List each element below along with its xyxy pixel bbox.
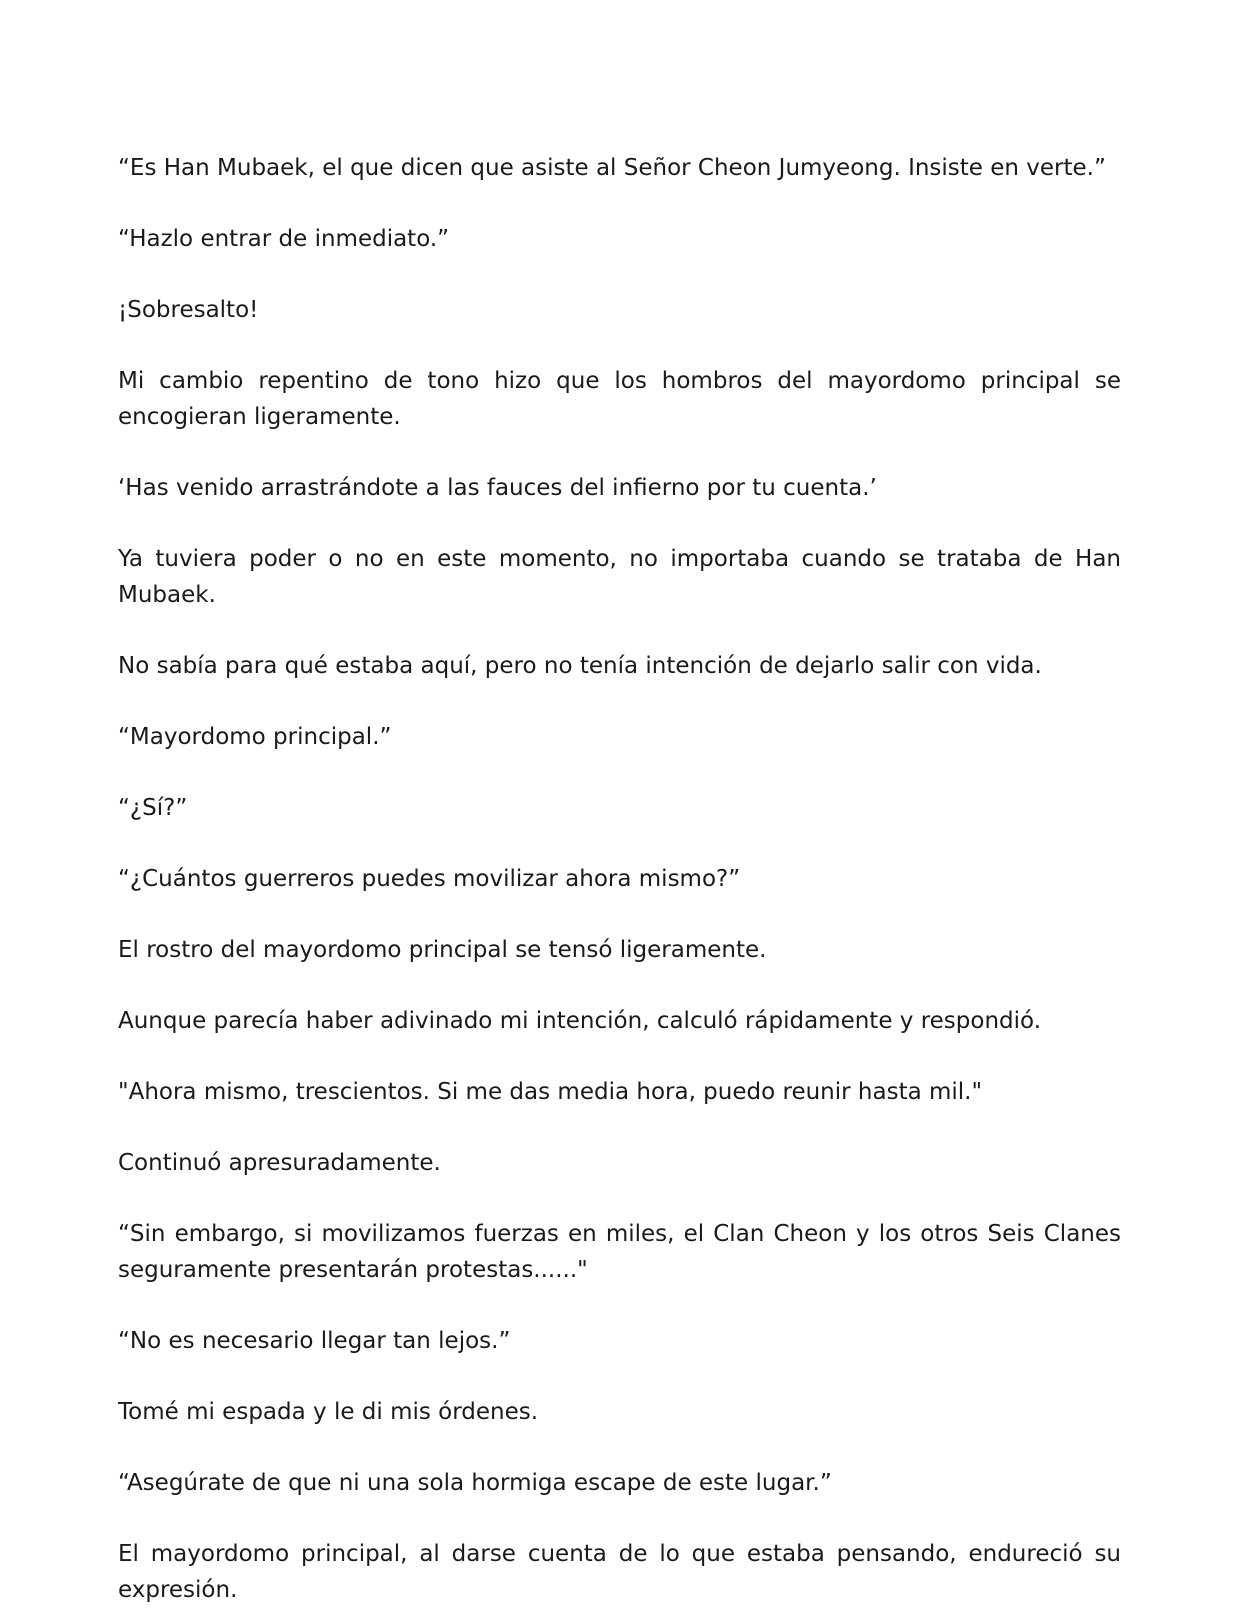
- paragraph: ‘Has venido arrastrándote a las fauces del infierno por tu cuenta.’: [118, 475, 877, 501]
- paragraph: “Mayordomo principal.”: [118, 724, 392, 750]
- paragraph: ¡Sobresalto!: [118, 297, 259, 323]
- paragraph: “Asegúrate de que ni una sola hormiga escape de este lugar.”: [118, 1470, 832, 1496]
- paragraph: “¿Sí?”: [118, 795, 188, 821]
- paragraph: “Sin embargo, si movilizamos fuerzas en miles, el Clan Cheon y los otros Seis Clanes seguramente presentarán protestas......": [118, 1221, 1121, 1283]
- paragraph: Mi cambio repentino de tono hizo que los hombros del mayordomo principal se encogieran ligeramente.: [118, 368, 1121, 430]
- paragraph: Aunque parecía haber adivinado mi intención, calculó rápidamente y respondió.: [118, 1008, 1042, 1034]
- paragraph: "Ahora mismo, trescientos. Si me das media hora, puedo reunir hasta mil.": [118, 1079, 983, 1105]
- paragraph: “Es Han Mubaek, el que dicen que asiste al Señor Cheon Jumyeong. Insiste en verte.”: [118, 155, 1106, 181]
- paragraph: “¿Cuántos guerreros puedes movilizar ahora mismo?”: [118, 866, 741, 892]
- paragraph: No sabía para qué estaba aquí, pero no tenía intención de dejarlo salir con vida.: [118, 653, 1042, 679]
- paragraph: El mayordomo principal, al darse cuenta de lo que estaba pensando, endureció su expresión.: [118, 1541, 1121, 1603]
- paragraph: “No es necesario llegar tan lejos.”: [118, 1328, 511, 1354]
- paragraph: Ya tuviera poder o no en este momento, no importaba cuando se trataba de Han Mubaek.: [118, 546, 1121, 608]
- paragraph: El rostro del mayordomo principal se tensó ligeramente.: [118, 937, 767, 963]
- paragraph: “Hazlo entrar de inmediato.”: [118, 226, 450, 252]
- paragraph: Continuó apresuradamente.: [118, 1150, 441, 1176]
- document-body: [118, 150, 1121, 1608]
- paragraph: Tomé mi espada y le di mis órdenes.: [118, 1399, 539, 1425]
